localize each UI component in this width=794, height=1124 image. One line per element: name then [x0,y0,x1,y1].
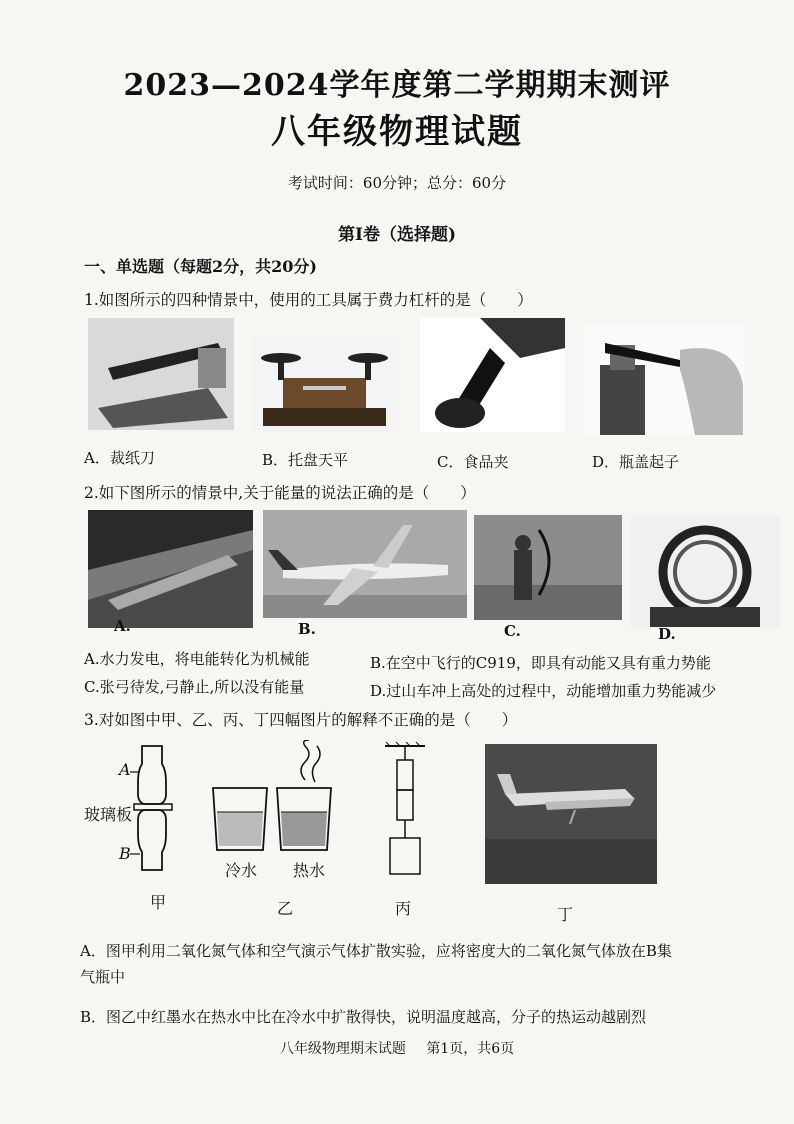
footer-page-number: 第1页，共6页 [426,1041,515,1057]
q3-option-b: B．图乙中红墨水在热水中比在冷水中扩散得快，说明温度越高，分子的热运动越剧烈 [80,1008,647,1026]
q3-option-a-line2: 气瓶中 [80,968,126,986]
glass-plate-label: 玻璃板 [84,805,133,824]
q1-option-a: A．裁纸刀 [84,449,155,467]
c919-airplane-photo [263,510,467,618]
jar-b-label: B [119,844,131,863]
q2-photo-label-b: B. [298,620,316,638]
bottle-opener-photo [585,325,745,435]
question-3-stem: 3.对如图中甲、乙、丙、丁四幅图片的解释不正确的是（ ） [84,711,518,729]
q2-photo-label-d: D. [658,625,676,643]
q3-option-a-line1: A．图甲利用二氧化氮气体和空气演示气体扩散实验，应将密度大的二氧化氮气体放在B集 [80,942,672,960]
figure-yi-caption: 乙 [277,899,294,918]
q2-option-c: C.张弓待发,弓静止,所以没有能量 [84,678,305,696]
figure-bing-lead-blocks [380,742,430,882]
page-footer [0,1038,794,1058]
jar-a-label: A [119,760,131,779]
exam-info: 考试时间：60分钟；总分：60分 [287,174,507,192]
exam-title-line2: 八年级物理试题 [271,112,523,152]
q2-photo-label-a: A. [114,617,131,635]
q1-option-d: D．瓶盖起子 [592,453,680,471]
figure-jia-gas-jars [84,742,204,892]
figure-ding-airplane-photo [485,744,657,884]
roller-coaster-photo [630,517,780,627]
q1-option-b: B．托盘天平 [262,451,349,469]
footer-exam-name: 八年级物理期末试题 [279,1041,406,1057]
paper-cutter-photo [88,318,234,430]
q2-option-b: B.在空中飞行的C919，即具有动能又具有重力势能 [370,654,711,672]
figure-bing-caption: 丙 [395,899,412,918]
balance-scale-photo [253,336,396,432]
exam-title-line1: 2023—2024学年度第二学期期末测评 [123,68,671,103]
section-heading: 一、单选题（每题2分，共20分) [84,257,317,276]
figure-ding-caption: 丁 [557,905,574,924]
cold-water-label: 冷水 [225,861,258,880]
q1-option-c: C．食品夹 [437,453,509,471]
q2-option-d: D.过山车冲上高处的过程中，动能增加重力势能减少 [370,682,717,700]
q2-option-a: A.水力发电，将电能转化为机械能 [84,650,310,668]
hydropower-dam-photo [88,510,253,628]
figure-yi-beakers [205,740,345,890]
question-1-stem: 1.如图所示的四种情景中，使用的工具属于费力杠杆的是（ ） [84,291,533,309]
q2-photo-label-c: C. [504,622,521,640]
hot-water-label: 热水 [293,861,326,880]
question-2-stem: 2.如下图所示的情景中,关于能量的说法正确的是（ ） [84,484,476,502]
bow-archer-photo [474,515,622,620]
food-tongs-photo [420,318,565,432]
figure-jia-caption: 甲 [150,893,167,912]
volume-heading: 第Ⅰ卷（选择题) [338,225,456,245]
